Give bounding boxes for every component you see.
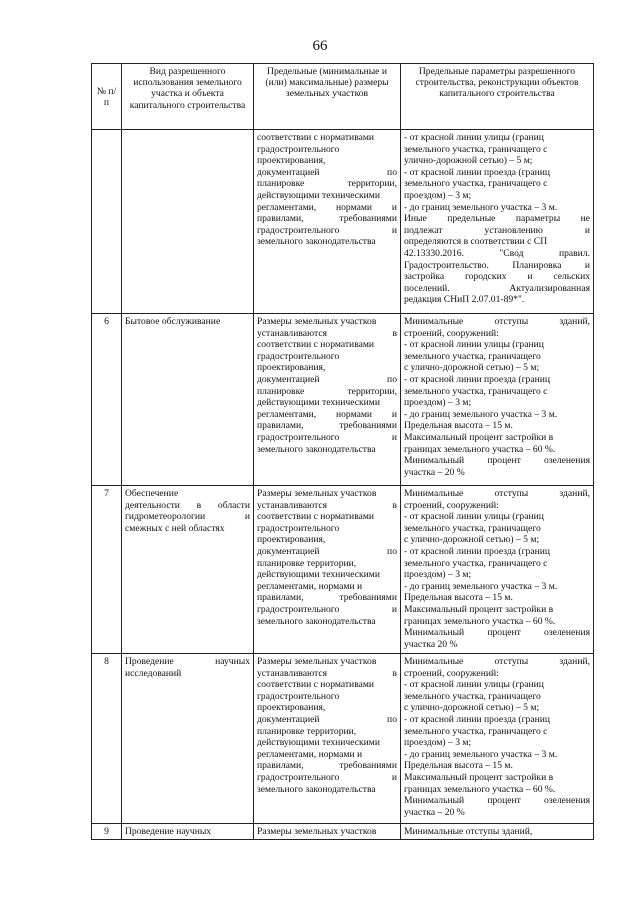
cell-line: земельного участка, граничащего (404, 350, 541, 362)
table-header-row (92, 64, 594, 130)
cell-line: Размеры земельных участков (257, 656, 377, 667)
cell-line: застройка городских и сельских (404, 271, 590, 283)
cell-line: документацией по (257, 166, 397, 178)
permitted-use-cell (122, 314, 254, 486)
header-row-number: № п/п (92, 64, 122, 130)
plot-sizes-cell (254, 314, 401, 486)
cell-line: соответствии с нормативами (257, 679, 375, 691)
cell-line: соответствии с нормативами (257, 339, 375, 351)
cell-line: соответствии с нормативами (257, 132, 375, 143)
cell-line: проектирования, (257, 702, 326, 714)
cell-line: градостроительного и (257, 224, 397, 236)
cell-line: земельного участка, граничащего с (404, 385, 548, 397)
cell-line: проездом) – 3 м; (404, 569, 472, 581)
plot-sizes-cell (254, 654, 401, 824)
cell-line: - до границ земельного участка – 3 м. (404, 748, 558, 760)
plot-sizes-cell (254, 486, 401, 654)
cell-line: устанавливаются в (257, 499, 397, 511)
cell-line: - до границ земельного участка – 3 м. (404, 408, 558, 420)
cell-line: документацией по (257, 713, 397, 725)
cell-line: земельного участка, граничащего с (404, 143, 548, 155)
cell-line: земельного законодательства (257, 783, 376, 795)
cell-line: Иные предельные параметры не (404, 213, 590, 225)
cell-line: Максимальный процент застройки в (404, 431, 554, 443)
cell-line: градостроительного (257, 522, 340, 534)
table-row (92, 824, 594, 840)
permitted-use-cell (122, 486, 254, 654)
cell-line: - от красной линии улицы (границ (404, 132, 544, 143)
construction-params-cell (401, 486, 594, 654)
cell-line: регламентами, нормами и (257, 201, 397, 213)
cell-line: земельного участка, граничащего (404, 522, 541, 534)
cell-line: границах земельного участка – 60 %. (404, 783, 556, 795)
cell-line: регламентами, нормами и (257, 408, 397, 420)
cell-line: Проведение научных (125, 826, 212, 837)
cell-line: проектирования, (257, 155, 326, 167)
cell-line: документацией по (257, 373, 397, 385)
cell-line: земельного законодательства (257, 443, 376, 455)
cell-line: планировке территории, (257, 557, 357, 569)
cell-line: земельного участка, граничащего с (404, 178, 548, 190)
permitted-use-cell (122, 654, 254, 824)
cell-line: - от красной линии улицы (границ (404, 679, 544, 691)
cell-line: планировке территории, (257, 385, 397, 397)
cell-line: Максимальный процент застройки в (404, 771, 554, 783)
row-number-cell (92, 130, 122, 314)
header-permitted-use: Вид разрешенного использования земельного участка и объекта капитального строительства (122, 64, 254, 130)
cell-line: правилами, требованиями (257, 592, 397, 604)
cell-line: Предельная высота – 15 м. (404, 592, 513, 604)
cell-line: смежных с ней областях (125, 522, 225, 534)
cell-line: градостроительного (257, 143, 340, 155)
cell-line: регламентами, нормами и (257, 748, 363, 760)
cell-line: Минимальные отступы зданий, (404, 656, 590, 667)
cell-line: границах земельного участка – 60 %. (404, 615, 556, 627)
cell-line: земельного законодательства (257, 236, 376, 248)
cell-line: - от красной линии проезда (границ (404, 166, 550, 178)
cell-line: Максимальный процент застройки в (404, 603, 554, 615)
cell-line: градостроительного (257, 690, 340, 702)
cell-line: Минимальный процент озеленения (404, 627, 590, 639)
cell-line: участка – 20 % (404, 466, 465, 478)
cell-line: - от красной линии улицы (границ (404, 339, 544, 351)
cell-line: действующими техническими (257, 569, 380, 581)
cell-line: с улично-дорожной сетью) – 5 м; (404, 534, 540, 546)
cell-line: Размеры земельных участков (257, 316, 377, 327)
construction-params-cell (401, 130, 594, 314)
cell-line: поселений. Актуализированная (404, 282, 590, 294)
cell-line: строений, сооружений: (404, 667, 499, 679)
cell-line: устанавливаются в (257, 327, 397, 339)
cell-line: Предельная высота – 15 м. (404, 760, 513, 772)
row-number-cell: 6 (92, 314, 122, 486)
cell-line: участка 20 % (404, 638, 458, 650)
cell-line: проектирования, (257, 362, 326, 374)
cell-line: - от красной линии улицы (границ (404, 511, 544, 523)
page-number: 66 (312, 38, 328, 54)
cell-line: - от красной линии проезда (границ (404, 713, 550, 725)
row-number-cell: 8 (92, 654, 122, 824)
cell-line: соответствии с нормативами (257, 511, 375, 523)
cell-line: градостроительного и (257, 431, 397, 443)
cell-line: устанавливаются в (257, 667, 397, 679)
cell-line: земельного участка, граничащего (404, 690, 541, 702)
cell-line: градостроительного (257, 350, 340, 362)
table-row (92, 130, 594, 314)
cell-line: регламентами, нормами и (257, 580, 363, 592)
cell-line: гидрометеорологии и (125, 511, 250, 523)
cell-line: Минимальные отступы зданий, (404, 488, 590, 499)
plot-sizes-cell (254, 824, 401, 840)
cell-line: градостроительного и (257, 603, 397, 615)
cell-line: Проведение научных (125, 656, 250, 667)
cell-line: правилами, требованиями (257, 760, 397, 772)
cell-line: градостроительного и (257, 771, 397, 783)
cell-line: строений, сооружений: (404, 499, 499, 511)
cell-line: 42.13330.2016. "Свод правил. (404, 247, 590, 259)
table-row (92, 654, 594, 824)
cell-line: - от красной линии проезда (границ (404, 545, 550, 557)
cell-line: действующими техническими (257, 737, 380, 749)
cell-line: документацией по (257, 545, 397, 557)
cell-line: редакция СНиП 2.07.01-89*". (404, 294, 525, 306)
cell-line: проектирования, (257, 534, 326, 546)
cell-line: действующими техническими (257, 189, 380, 201)
cell-line: Размеры земельных участков (257, 826, 377, 837)
construction-params-cell (401, 654, 594, 824)
cell-line: Градостроительство. Планировка и (404, 259, 590, 271)
permitted-use-cell (122, 130, 254, 314)
table-row (92, 486, 594, 654)
cell-line: - до границ земельного участка – 3 м. (404, 201, 558, 213)
cell-line: проездом) – 3 м; (404, 189, 472, 201)
cell-line: границах земельного участка – 60 %. (404, 443, 556, 455)
permitted-use-cell (122, 824, 254, 840)
cell-line: Минимальный процент озеленения (404, 795, 590, 807)
cell-line: подлежат установлению и (404, 224, 590, 236)
plot-sizes-cell (254, 130, 401, 314)
cell-line: Предельная высота – 15 м. (404, 420, 513, 432)
cell-line: земельного участка, граничащего с (404, 557, 548, 569)
cell-line: планировке территории, (257, 725, 357, 737)
cell-line: проездом) – 3 м; (404, 397, 472, 409)
cell-line: земельного законодательства (257, 615, 376, 627)
cell-line: - от красной линии проезда (границ (404, 373, 550, 385)
cell-line: действующими техническими (257, 397, 380, 409)
cell-line: строений, сооружений: (404, 327, 499, 339)
header-construction-params: Предельные параметры разрешенного строительства, реконструкции объектов капитального строительства (401, 64, 594, 130)
construction-params-cell (401, 824, 594, 840)
table-row (92, 314, 594, 486)
cell-line: с улично-дорожной сетью) – 5 м; (404, 702, 540, 714)
cell-line: деятельности в области (125, 499, 250, 511)
cell-line: Минимальные отступы зданий, (404, 826, 533, 837)
row-number-cell: 9 (92, 824, 122, 840)
construction-params-cell (401, 314, 594, 486)
cell-line: Минимальный процент озеленения (404, 455, 590, 467)
cell-line: определяются в соответствии с СП (404, 236, 548, 248)
cell-line: планировке территории, (257, 178, 397, 190)
cell-line: исследований (125, 667, 182, 679)
land-use-regulations-table (91, 63, 594, 840)
cell-line: Бытовое обслуживание (125, 316, 221, 327)
cell-line: Размеры земельных участков (257, 488, 377, 499)
cell-line: - до границ земельного участка – 3 м. (404, 580, 558, 592)
cell-line: Минимальные отступы зданий, (404, 316, 590, 327)
cell-line: с улично-дорожной сетью) – 5 м; (404, 362, 540, 374)
cell-line: правилами, требованиями (257, 213, 397, 225)
cell-line: участка – 20 % (404, 806, 465, 818)
row-number-cell: 7 (92, 486, 122, 654)
header-plot-sizes: Предельные (минимальные и (или) максимальные) размеры земельных участков (254, 64, 401, 130)
cell-line: проездом) – 3 м; (404, 737, 472, 749)
cell-line: улично-дорожной сетью) – 5 м; (404, 155, 533, 167)
cell-line: Обеспечение (125, 488, 179, 499)
cell-line: правилами, требованиями (257, 420, 397, 432)
cell-line: земельного участка, граничащего с (404, 725, 548, 737)
